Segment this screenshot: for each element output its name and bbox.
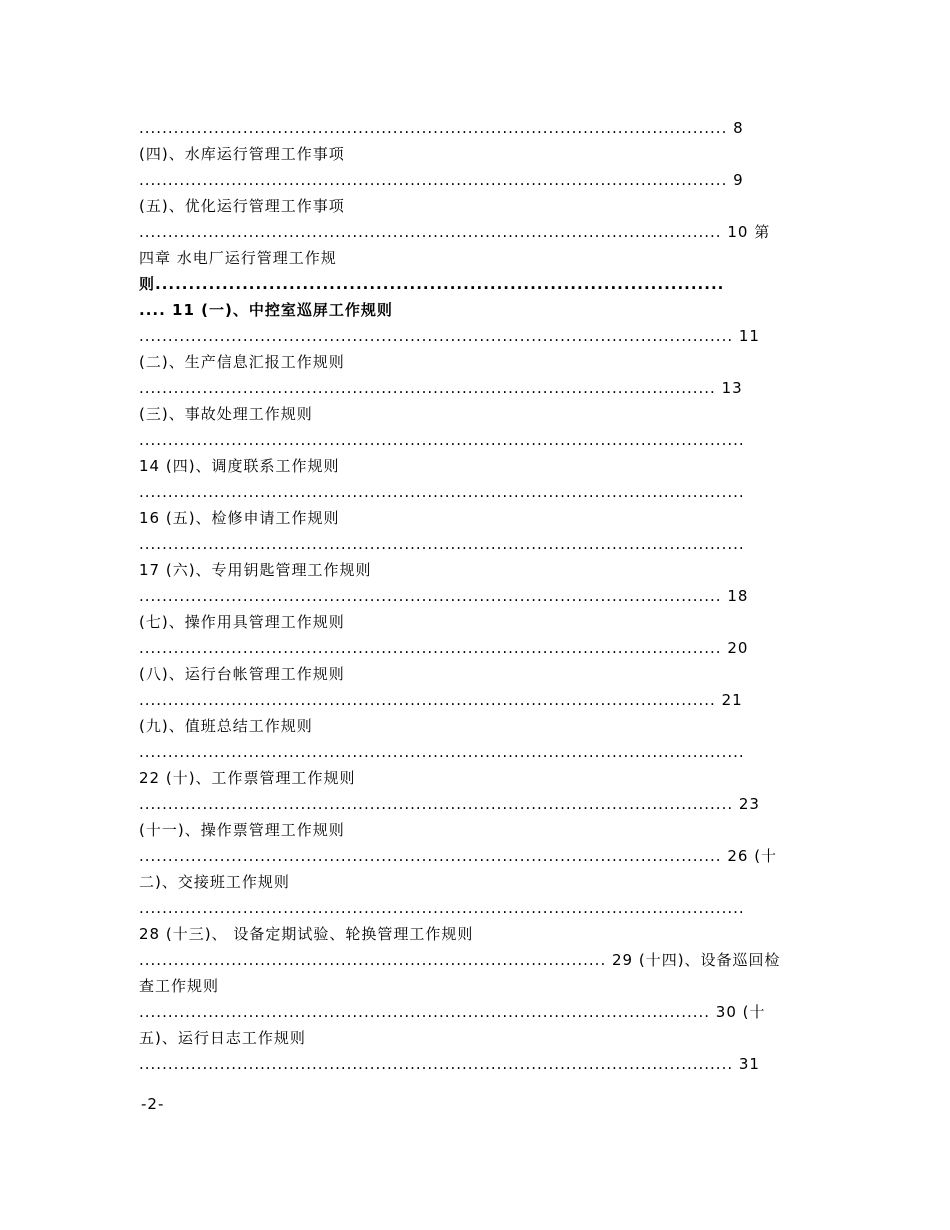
toc-line: .................................................................................................... 21 xyxy=(139,691,743,709)
toc-line: 16 (五)、检修申请工作规则 xyxy=(139,509,340,527)
toc-line: ................................................................................................... 30 (十 xyxy=(139,1003,766,1021)
toc-line: (五)、优化运行管理工作事项 xyxy=(139,197,345,215)
toc-line: (八)、运行台帐管理工作规则 xyxy=(139,665,345,683)
toc-line: 四章 水电厂运行管理工作规 xyxy=(139,249,337,267)
toc-line: ......................................................................................................... xyxy=(139,743,745,761)
toc-line: 则..................................................................................... xyxy=(139,275,725,293)
toc-line: ..................................................................................................... 10 第 xyxy=(139,223,771,241)
toc-line: ..................................................................................................... 18 xyxy=(139,587,749,605)
toc-line: 28 (十三)、 设备定期试验、轮换管理工作规则 xyxy=(139,925,474,943)
toc-line: (十一)、操作票管理工作规则 xyxy=(139,821,345,839)
toc-line: .................................................................................................... 13 xyxy=(139,379,743,397)
page-number: -2- xyxy=(141,1095,165,1113)
toc-line: 查工作规则 xyxy=(139,977,220,995)
toc-line: 五)、运行日志工作规则 xyxy=(139,1029,306,1047)
toc-line: .... 11 (一)、中控室巡屏工作规则 xyxy=(139,301,393,319)
toc-line: ..................................................................................................... 20 xyxy=(139,639,749,657)
toc-line: (九)、值班总结工作规则 xyxy=(139,717,313,735)
toc-line: ...................................................................................................... 9 xyxy=(139,171,744,189)
table-of-contents xyxy=(139,116,809,1078)
toc-line: ...................................................................................................... 8 xyxy=(139,119,744,137)
toc-line: ....................................................................................................... 31 xyxy=(139,1055,760,1073)
toc-line: 22 (十)、工作票管理工作规则 xyxy=(139,769,356,787)
toc-line: ....................................................................................................... 23 xyxy=(139,795,760,813)
toc-line: 二)、交接班工作规则 xyxy=(139,873,290,891)
toc-line: ....................................................................................................... 11 xyxy=(139,327,760,345)
toc-line: (二)、生产信息汇报工作规则 xyxy=(139,353,345,371)
toc-line: ................................................................................. 29 (十四)、设备巡回检 xyxy=(139,951,781,969)
toc-line: ......................................................................................................... xyxy=(139,431,745,449)
toc-line: 14 (四)、调度联系工作规则 xyxy=(139,457,340,475)
toc-line: ..................................................................................................... 26 (十 xyxy=(139,847,778,865)
toc-line: (三)、事故处理工作规则 xyxy=(139,405,313,423)
toc-line: (四)、水库运行管理工作事项 xyxy=(139,145,345,163)
toc-line: 17 (六)、专用钥匙管理工作规则 xyxy=(139,561,372,579)
toc-line: ......................................................................................................... xyxy=(139,483,745,501)
toc-line: (七)、操作用具管理工作规则 xyxy=(139,613,345,631)
toc-line: ......................................................................................................... xyxy=(139,535,745,553)
toc-line: ......................................................................................................... xyxy=(139,899,745,917)
